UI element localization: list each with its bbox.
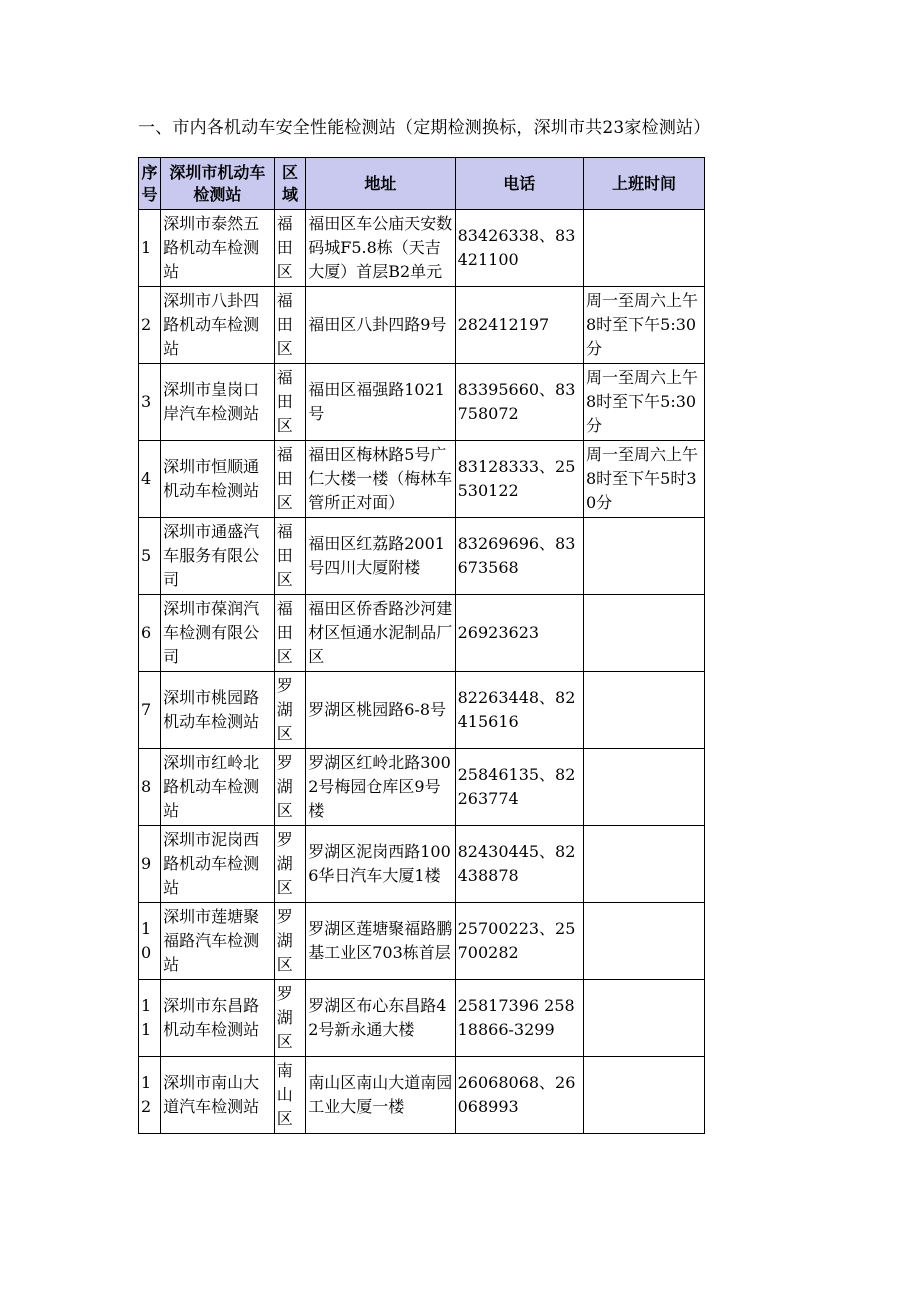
table-row xyxy=(139,287,705,364)
station-name: 深圳市东昌路机动车检测站 xyxy=(161,980,275,1057)
station-area: 福田区 xyxy=(274,287,306,364)
table-row xyxy=(139,210,705,287)
station-name: 深圳市恒顺通机动车检测站 xyxy=(161,441,275,518)
table-row xyxy=(139,980,705,1057)
station-phone: 25846135、82263774 xyxy=(455,749,583,826)
station-hours xyxy=(583,210,704,287)
station-phone: 82263448、82415616 xyxy=(455,672,583,749)
col-header-phone: 电话 xyxy=(455,158,583,210)
table-row xyxy=(139,595,705,672)
table-row xyxy=(139,826,705,903)
station-area: 罗湖区 xyxy=(274,749,306,826)
station-phone: 83395660、83758072 xyxy=(455,364,583,441)
station-phone: 83269696、83673568 xyxy=(455,518,583,595)
station-address: 福田区车公庙天安数码城F5.8栋（天吉大厦）首层B2单元 xyxy=(306,210,455,287)
table-row xyxy=(139,903,705,980)
table-body xyxy=(139,210,705,1134)
table-row xyxy=(139,364,705,441)
station-number: 4 xyxy=(139,441,161,518)
station-hours xyxy=(583,980,704,1057)
station-address: 罗湖区泥岗西路1006华日汽车大厦1楼 xyxy=(306,826,455,903)
station-name: 深圳市通盛汽车服务有限公司 xyxy=(161,518,275,595)
station-area: 南山区 xyxy=(274,1057,306,1134)
station-phone: 25817396 25818866-3299 xyxy=(455,980,583,1057)
station-phone: 282412197 xyxy=(455,287,583,364)
station-area: 福田区 xyxy=(274,518,306,595)
station-hours: 周一至周六上午8时至下午5:30分 xyxy=(583,364,704,441)
station-address: 罗湖区红岭北路3002号梅园仓库区9号楼 xyxy=(306,749,455,826)
station-area: 福田区 xyxy=(274,441,306,518)
station-area: 罗湖区 xyxy=(274,672,306,749)
stations-table xyxy=(138,157,705,1134)
table-row xyxy=(139,518,705,595)
station-address: 南山区南山大道南园工业大厦一楼 xyxy=(306,1057,455,1134)
station-name: 深圳市八卦四路机动车检测站 xyxy=(161,287,275,364)
station-address: 福田区侨香路沙河建材区恒通水泥制品厂区 xyxy=(306,595,455,672)
station-name: 深圳市皇岗口岸汽车检测站 xyxy=(161,364,275,441)
station-number: 3 xyxy=(139,364,161,441)
station-number: 11 xyxy=(139,980,161,1057)
station-area: 福田区 xyxy=(274,364,306,441)
col-header-hours: 上班时间 xyxy=(583,158,704,210)
station-hours xyxy=(583,826,704,903)
station-address: 福田区福强路1021号 xyxy=(306,364,455,441)
table-row xyxy=(139,672,705,749)
station-address: 福田区八卦四路9号 xyxy=(306,287,455,364)
station-number: 8 xyxy=(139,749,161,826)
station-address: 罗湖区桃园路6-8号 xyxy=(306,672,455,749)
station-hours: 周一至周六上午8时至下午5:30分 xyxy=(583,287,704,364)
station-area: 福田区 xyxy=(274,210,306,287)
station-name: 深圳市南山大道汽车检测站 xyxy=(161,1057,275,1134)
col-header-area: 区域 xyxy=(274,158,306,210)
station-area: 罗湖区 xyxy=(274,826,306,903)
col-header-num: 序号 xyxy=(139,158,161,210)
station-phone: 26068068、26068993 xyxy=(455,1057,583,1134)
station-number: 9 xyxy=(139,826,161,903)
station-hours xyxy=(583,518,704,595)
station-phone: 26923623 xyxy=(455,595,583,672)
station-hours xyxy=(583,1057,704,1134)
station-name: 深圳市泰然五路机动车检测站 xyxy=(161,210,275,287)
station-name: 深圳市泥岗西路机动车检测站 xyxy=(161,826,275,903)
station-address: 福田区梅林路5号广仁大楼一楼（梅林车管所正对面） xyxy=(306,441,455,518)
col-header-name: 深圳市机动车检测站 xyxy=(161,158,275,210)
station-area: 罗湖区 xyxy=(274,980,306,1057)
station-address: 罗湖区布心东昌路42号新永通大楼 xyxy=(306,980,455,1057)
col-header-address: 地址 xyxy=(306,158,455,210)
station-number: 5 xyxy=(139,518,161,595)
station-number: 7 xyxy=(139,672,161,749)
station-address: 罗湖区莲塘聚福路鹏基工业区703栋首层 xyxy=(306,903,455,980)
station-number: 10 xyxy=(139,903,161,980)
station-phone: 83426338、83421100 xyxy=(455,210,583,287)
station-phone: 25700223、25700282 xyxy=(455,903,583,980)
station-hours: 周一至周六上午8时至下午5时30分 xyxy=(583,441,704,518)
station-number: 2 xyxy=(139,287,161,364)
station-hours xyxy=(583,903,704,980)
station-name: 深圳市葆润汽车检测有限公司 xyxy=(161,595,275,672)
table-row xyxy=(139,749,705,826)
station-hours xyxy=(583,595,704,672)
station-name: 深圳市红岭北路机动车检测站 xyxy=(161,749,275,826)
station-hours xyxy=(583,749,704,826)
station-hours xyxy=(583,672,704,749)
station-address: 福田区红荔路2001号四川大厦附楼 xyxy=(306,518,455,595)
station-phone: 82430445、82438878 xyxy=(455,826,583,903)
station-number: 6 xyxy=(139,595,161,672)
station-phone: 83128333、25530122 xyxy=(455,441,583,518)
page-heading: 一、市内各机动车安全性能检测站（定期检测换标，深圳市共23家检测站） xyxy=(138,118,711,138)
station-name: 深圳市桃园路机动车检测站 xyxy=(161,672,275,749)
table-row xyxy=(139,441,705,518)
table-row xyxy=(139,1057,705,1134)
table-header-row xyxy=(139,158,705,210)
station-number: 12 xyxy=(139,1057,161,1134)
station-name: 深圳市莲塘聚福路汽车检测站 xyxy=(161,903,275,980)
station-area: 福田区 xyxy=(274,595,306,672)
station-number: 1 xyxy=(139,210,161,287)
station-area: 罗湖区 xyxy=(274,903,306,980)
